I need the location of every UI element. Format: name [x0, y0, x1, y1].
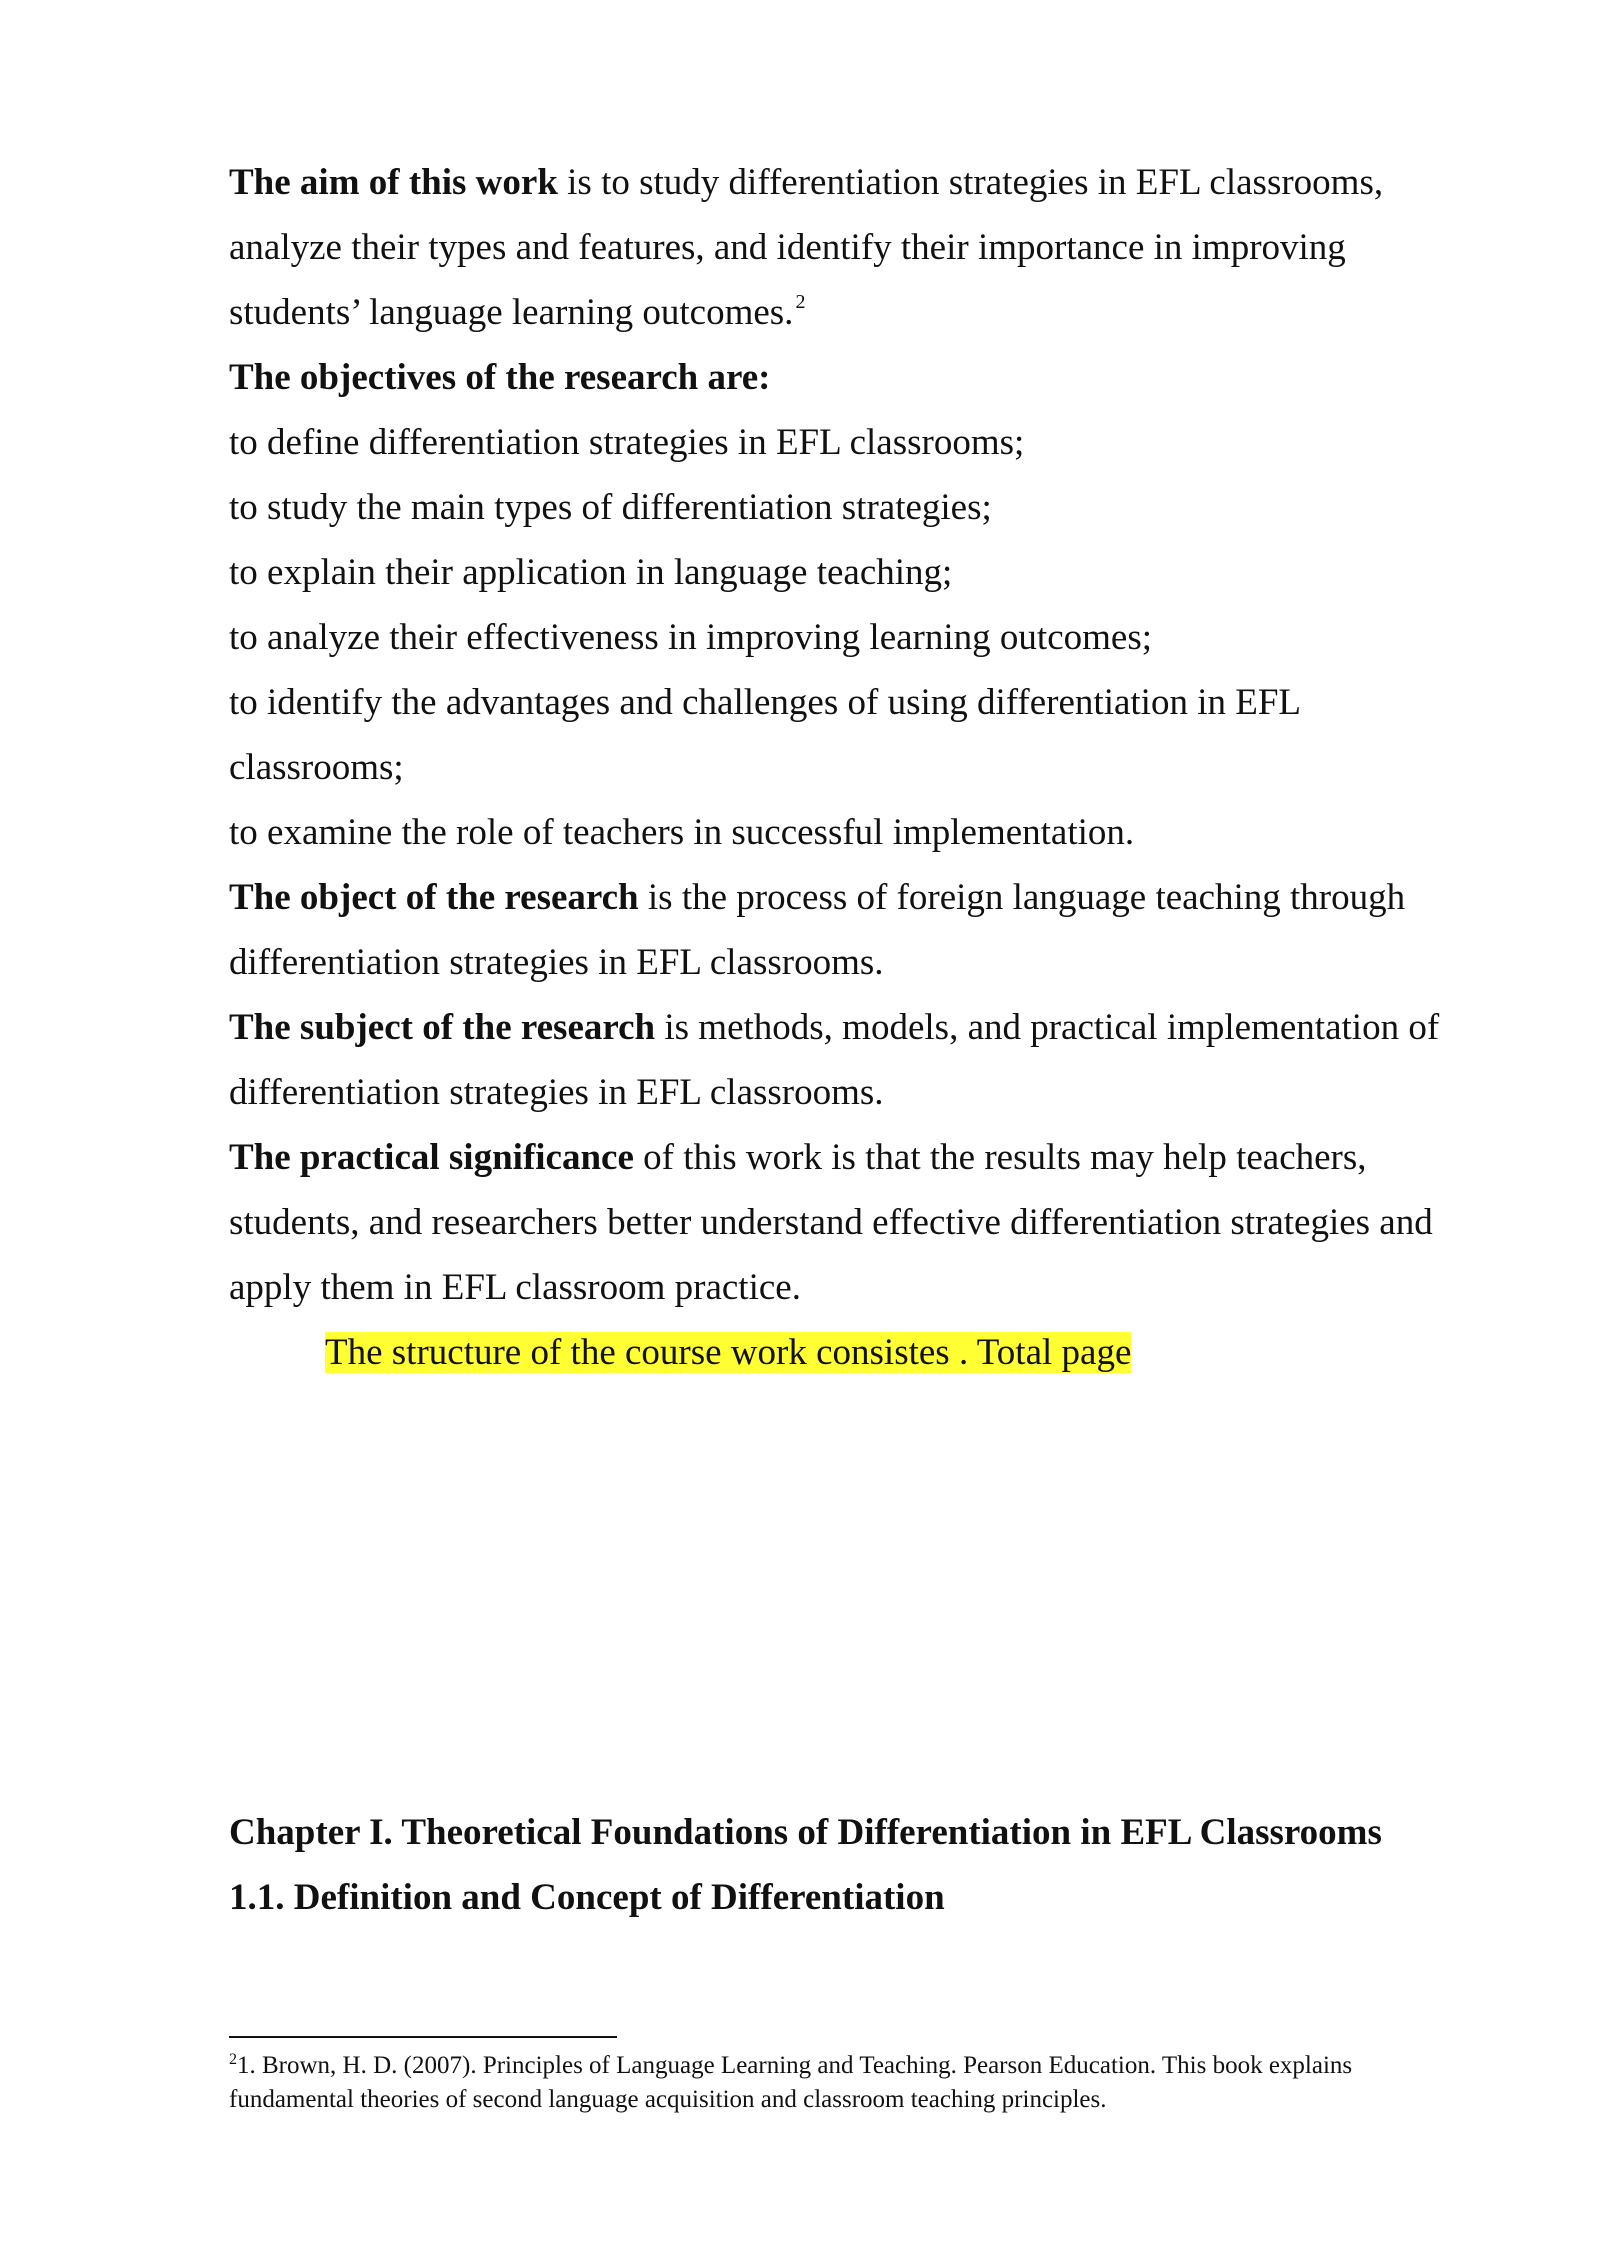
footnote-reference[interactable]: 2 — [795, 291, 806, 313]
section-title: 1.1. Definition and Concept of Differentiation — [229, 1877, 945, 1918]
objective-item: to explain their application in language teaching; — [229, 552, 953, 593]
object-paragraph-line-1 — [229, 865, 1509, 930]
objective-item: to examine the role of teachers in successful implementation. — [229, 812, 1135, 853]
document-body — [229, 150, 1509, 1385]
footnote-marker: 2 — [229, 2051, 237, 2068]
aim-text-3: students’ language learning outcomes. — [229, 292, 794, 333]
significance-text-1: of this work is that the results may help teachers, — [633, 1137, 1367, 1178]
chapter-headings — [229, 1800, 1529, 1930]
object-text-2: differentiation strategies in EFL classrooms. — [229, 942, 884, 983]
aim-text-2: analyze their types and features, and identify their importance in improving — [229, 227, 1346, 268]
footnote-line-1 — [229, 2050, 1489, 2084]
aim-paragraph-line-1 — [229, 150, 1509, 215]
significance-lead: The practical significance — [229, 1137, 634, 1178]
subject-text-2: differentiation strategies in EFL classrooms. — [229, 1072, 884, 1113]
structure-note-line — [229, 1320, 1509, 1385]
significance-text-2: students, and researchers better understand effective differentiation strategies and — [229, 1202, 1433, 1243]
objective-item: to study the main types of differentiation strategies; — [229, 487, 992, 528]
subject-lead: The subject of the research — [229, 1007, 656, 1048]
object-lead: The object of the research — [229, 877, 639, 918]
footnote-text-1: 1. Brown, H. D. (2007). Principles of Language Learning and Teaching. Pearson Education. This book explains — [237, 2052, 1353, 2079]
footnote-separator — [229, 2036, 617, 2038]
objective-item: to identify the advantages and challenges of using differentiation in EFL — [229, 682, 1302, 723]
aim-lead: The aim of this work — [229, 162, 558, 203]
object-text-1: is the process of foreign language teaching through — [638, 877, 1406, 918]
significance-text-3: apply them in EFL classroom practice. — [229, 1267, 801, 1308]
objectives-heading: The objectives of the research are: — [229, 357, 771, 398]
subject-paragraph-line-1 — [229, 995, 1509, 1060]
chapter-title: Chapter I. Theoretical Foundations of Differentiation in EFL Classrooms — [229, 1812, 1382, 1853]
subject-text-1: is methods, models, and practical implementation of — [655, 1007, 1440, 1048]
footnote — [229, 2050, 1489, 2115]
structure-note-highlighted: The structure of the course work consistes . Total page — [325, 1332, 1132, 1373]
objective-item: to analyze their effectiveness in improving learning outcomes; — [229, 617, 1152, 658]
footnote-text-2: fundamental theories of second language acquisition and classroom teaching principles. — [229, 2086, 1107, 2113]
significance-paragraph-line-1 — [229, 1125, 1509, 1190]
aim-paragraph-line-3 — [229, 280, 1509, 345]
aim-text-1: is to study differentiation strategies in EFL classrooms, — [557, 162, 1384, 203]
objective-item: classrooms; — [229, 747, 404, 788]
objective-item: to define differentiation strategies in EFL classrooms; — [229, 422, 1025, 463]
